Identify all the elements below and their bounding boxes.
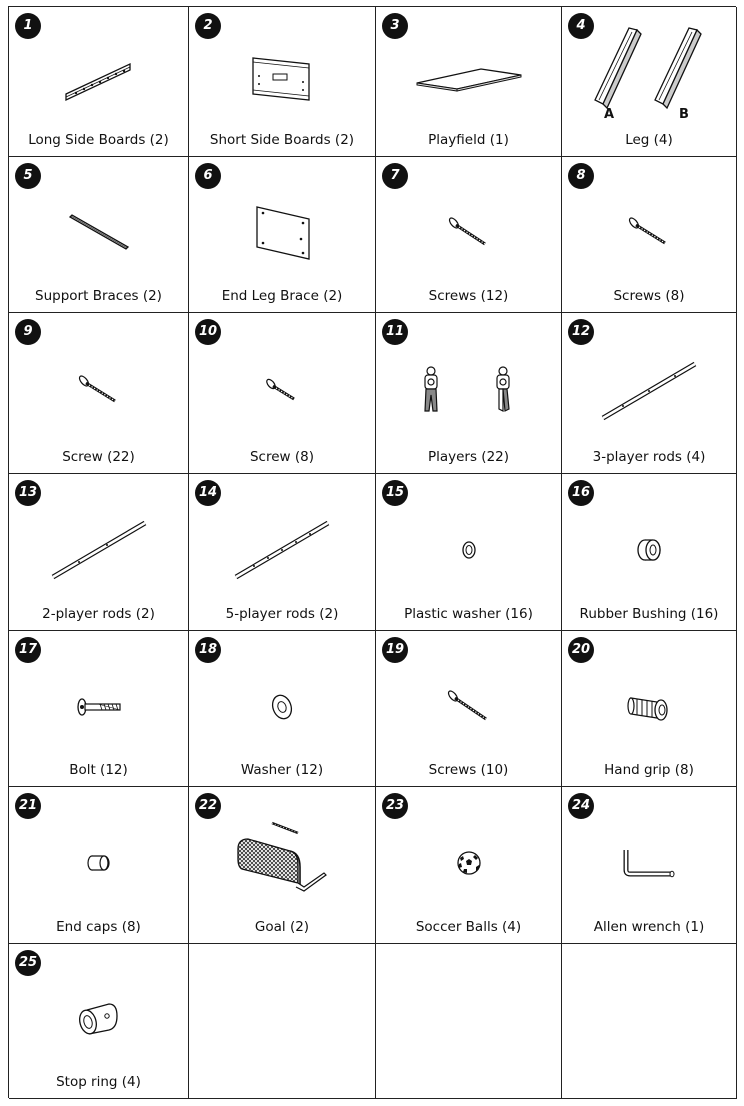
- part-number-badge: 17: [15, 637, 41, 663]
- rubber-bushing-icon: [562, 496, 736, 604]
- part-number-badge: 2: [195, 13, 221, 39]
- part-cell: [562, 313, 737, 474]
- stop-ring-icon: [9, 966, 188, 1072]
- part-label: Screws (10): [428, 762, 509, 778]
- part-number-badge: 10: [195, 319, 221, 345]
- part-number-badge: 4: [568, 13, 594, 39]
- part-number-badge: 11: [382, 319, 408, 345]
- part-cell: [189, 631, 376, 787]
- part-cell: [562, 7, 737, 157]
- end-leg-brace-icon: [189, 179, 375, 286]
- part-label: Players (22): [427, 449, 510, 465]
- part-cell: [189, 157, 376, 313]
- part-cell: [189, 787, 376, 944]
- part-label: Screws (8): [613, 288, 685, 304]
- part-label: Playfield (1): [428, 132, 509, 148]
- part-cell: [9, 631, 189, 787]
- bolt-icon: [9, 653, 188, 760]
- part-cell: [376, 787, 562, 944]
- hand-grip-icon: [562, 653, 736, 760]
- part-label: Stop ring (4): [56, 1074, 141, 1090]
- part-label: Rubber Bushing (16): [579, 606, 719, 622]
- part-label: Soccer Balls (4): [415, 919, 522, 935]
- parts-grid: [8, 6, 736, 1098]
- part-label: Allen wrench (1): [593, 919, 705, 935]
- rod-icon: [9, 496, 188, 604]
- part-number-badge: 24: [568, 793, 594, 819]
- part-number-badge: 18: [195, 637, 221, 663]
- part-number-badge: 21: [15, 793, 41, 819]
- part-cell: [9, 157, 189, 313]
- part-number-badge: 3: [382, 13, 408, 39]
- empty-cell: [189, 944, 376, 1099]
- support-brace-icon: [9, 179, 188, 286]
- long-side-board-icon: [9, 29, 188, 130]
- part-label: Washer (12): [240, 762, 324, 778]
- screw-icon: [376, 179, 561, 286]
- part-number-badge: 7: [382, 163, 408, 189]
- screw-icon: [376, 653, 561, 760]
- part-number-badge: 9: [15, 319, 41, 345]
- part-number-badge: 6: [195, 163, 221, 189]
- part-number-badge: 5: [15, 163, 41, 189]
- part-cell: [9, 787, 189, 944]
- part-cell: [562, 787, 737, 944]
- screw-icon: [189, 335, 375, 447]
- screw-icon: [562, 179, 736, 286]
- part-cell: [9, 944, 189, 1099]
- part-cell: [189, 313, 376, 474]
- part-cell: [189, 7, 376, 157]
- leg-icon: [562, 17, 736, 116]
- part-cell: [376, 157, 562, 313]
- part-number-badge: 25: [15, 950, 41, 976]
- goal-icon: [189, 801, 375, 917]
- part-number-badge: 12: [568, 319, 594, 345]
- washer-icon: [189, 653, 375, 760]
- part-label: Plastic washer (16): [404, 606, 533, 622]
- part-number-badge: 1: [15, 13, 41, 39]
- part-number-badge: 20: [568, 637, 594, 663]
- soccer-ball-icon: [376, 809, 561, 917]
- empty-cell: [376, 944, 562, 1099]
- part-number-badge: 14: [195, 480, 221, 506]
- part-cell: [562, 157, 737, 313]
- part-cell: [562, 474, 737, 631]
- empty-cell: [562, 944, 737, 1099]
- part-number-badge: 19: [382, 637, 408, 663]
- part-cell: [376, 631, 562, 787]
- part-number-badge: 13: [15, 480, 41, 506]
- part-cell: [376, 474, 562, 631]
- part-label: 5-player rods (2): [225, 606, 339, 622]
- leg-variant-label: B: [679, 107, 689, 122]
- part-cell: [9, 474, 189, 631]
- part-cell: [376, 313, 562, 474]
- part-cell: [9, 7, 189, 157]
- part-number-badge: 8: [568, 163, 594, 189]
- part-label: Bolt (12): [69, 762, 128, 778]
- part-cell: [9, 313, 189, 474]
- part-number-badge: 22: [195, 793, 221, 819]
- plastic-washer-icon: [376, 496, 561, 604]
- screw-icon: [9, 335, 188, 447]
- part-label: End caps (8): [56, 919, 141, 935]
- leg-variant-label: A: [604, 107, 615, 122]
- player-figure-icon: [376, 335, 561, 447]
- part-cell: [376, 7, 562, 157]
- part-label: End Leg Brace (2): [221, 288, 343, 304]
- part-label: Support Braces (2): [35, 288, 162, 304]
- part-number-badge: 23: [382, 793, 408, 819]
- part-cell: [562, 631, 737, 787]
- part-number-badge: 15: [382, 480, 408, 506]
- part-label: Goal (2): [254, 919, 310, 935]
- part-label: Hand grip (8): [604, 762, 694, 778]
- rod-icon: [562, 335, 736, 447]
- allen-wrench-icon: [562, 809, 736, 917]
- part-label: Long Side Boards (2): [28, 132, 169, 148]
- end-cap-icon: [9, 809, 188, 917]
- part-label: Screw (22): [62, 449, 135, 465]
- playfield-icon: [376, 29, 561, 130]
- part-label: Short Side Boards (2): [209, 132, 355, 148]
- part-label: Screw (8): [249, 449, 314, 465]
- part-label: 3-player rods (4): [592, 449, 706, 465]
- rod-icon: [189, 496, 375, 604]
- short-side-board-icon: [189, 29, 375, 130]
- part-number-badge: 16: [568, 480, 594, 506]
- part-cell: [189, 474, 376, 631]
- part-label: 2-player rods (2): [42, 606, 155, 622]
- part-label: Leg (4): [625, 132, 673, 148]
- part-label: Screws (12): [428, 288, 509, 304]
